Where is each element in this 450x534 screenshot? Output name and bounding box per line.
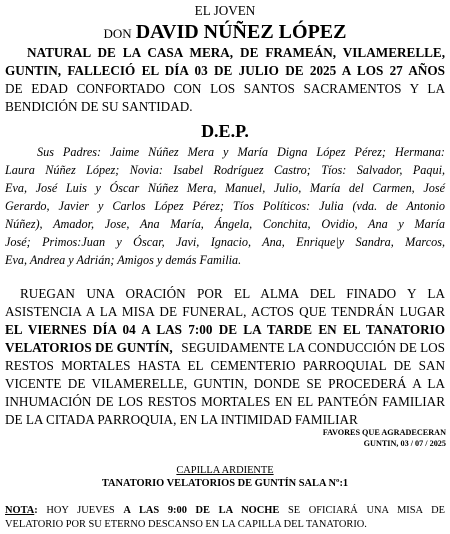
note-time: A LAS 9:00 DE LA NOCHE — [123, 505, 280, 516]
intro-line-2: GUNTIN, FALLECIÓ EL DÍA 03 DE JULIO DE 2025 A LOS 27 AÑOS — [5, 63, 445, 78]
prayer-line-8: DE LA CITADA PARROQUIA, EN LA INTIMIDAD FAMILIAR — [5, 412, 358, 427]
thanks-signoff: FAVORES QUE AGRADECERAN — [322, 428, 446, 437]
family-line-2: Laura Núñez López; Novia: Isabel Rodríguez Castro; Tíos: Salvador, Paqui, — [5, 163, 445, 177]
el-joven-label: EL JOVEN — [194, 3, 256, 18]
funeral-home-name: VELATORIOS DE GUNTÍN, — [5, 340, 173, 355]
prayer-line-3: EL VIERNES DÍA 04 A LAS 7:00 DE LA TARDE EN EL TANATORIO — [5, 322, 445, 337]
intro-line-1: NATURAL DE LA CASA MERA, DE FRAMEÁN, VILAMERELLE, — [27, 45, 445, 60]
deceased-name-line — [5, 20, 445, 46]
prayer-line-2: ASISTENCIA A LA MISA DE FUNERAL, ACTOS QUE TENDRÁN LUGAR — [5, 304, 445, 319]
prayer-line-1: RUEGAN UNA ORACIÓN POR EL ALMA DEL FINADO Y LA — [20, 286, 445, 301]
intro-line-3: DE EDAD CONFORTADO CON LOS SANTOS SACRAMENTOS Y LA — [5, 81, 445, 96]
intro-line-4: BENDICIÓN DE SU SANTIDAD. — [5, 99, 193, 114]
note-label: NOTA — [5, 505, 35, 516]
prayer-line-4 — [5, 339, 445, 357]
chapel-title: CAPILLA ARDIENTE — [176, 465, 274, 476]
prayer-line-6: VICENTE DE VILAMERELLE, GUNTIN, DONDE SE PROCEDERÁ A LA — [5, 376, 445, 391]
chapel-location: TANATORIO VELATORIOS DE GUNTÍN SALA Nº:1 — [101, 478, 349, 489]
place-date: GUNTIN, 03 / 07 / 2025 — [363, 439, 446, 448]
don-label: DON — [103, 26, 132, 41]
dep-heading: D.E.P. — [201, 121, 249, 141]
prayer-line-4-rest: SEGUIDAMENTE LA CONDUCCIÓN DE LOS — [181, 340, 445, 355]
family-line-5: Núñez), Amador, Jose, Ana María, Ángela, Conchita, Ovidio, Ana y María — [5, 217, 445, 231]
prayer-line-5: RESTOS MORTALES HASTA EL CEMENTERIO PARROQUIAL DE SAN — [5, 358, 445, 373]
family-line-4: Gerardo, Javier y Carlos López Pérez; Tíos Políticos: Julia (vda. de Antonio — [5, 199, 445, 213]
deceased-name: DAVID NÚÑEZ LÓPEZ — [135, 21, 347, 43]
note-line-2: VELATORIO POR SU ETERNO DESCANSO EN LA CAPILLA DEL TANATORIO. — [5, 519, 367, 530]
prayer-line-7: INHUMACIÓN DE LOS RESTOS MORTALES EN EL PANTEÓN FAMILIAR — [5, 394, 445, 409]
family-line-3: Eva, José Luis y Óscar Núñez Mera, Manuel, Julio, María del Carmen, José — [5, 181, 445, 195]
note-line-1: NOTA: HOY JUEVES A LAS 9:00 DE LA NOCHE SE OFICIARÁ UNA MISA DE — [5, 505, 445, 516]
family-line-7: Eva, Andrea y Adrián; Amigos y demás Familia. — [5, 253, 242, 267]
family-line-1: Sus Padres: Jaime Núñez Mera y María Digna López Pérez; Hermana: — [37, 145, 445, 159]
family-line-6: José; Primos:Juan y Óscar, Javi, Ignacio, Ana, Enrique|y Sandra, Marcos, — [5, 235, 445, 249]
